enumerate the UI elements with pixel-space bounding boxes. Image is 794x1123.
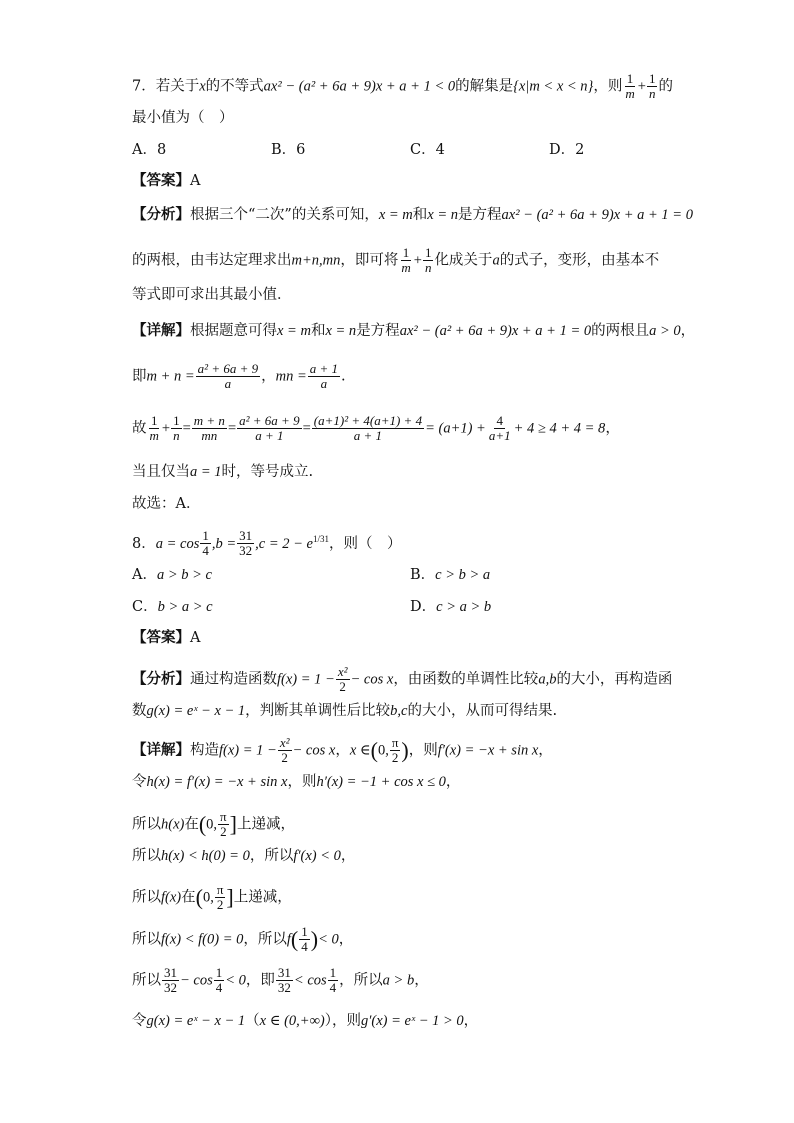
q7-detail-line2 bbox=[132, 362, 346, 391]
text: 数 bbox=[132, 703, 147, 719]
frac-den: 4 bbox=[301, 939, 308, 954]
frac-den: 2 bbox=[391, 750, 399, 765]
frac-num: x² bbox=[337, 664, 348, 679]
frac-x2-2 bbox=[336, 665, 350, 694]
q8-analysis-line2 bbox=[132, 701, 557, 721]
q7-number: 7．若关于 bbox=[132, 78, 200, 95]
math: < cos bbox=[293, 972, 327, 989]
q7-option-c[interactable]: C．4 bbox=[410, 142, 445, 158]
math: g′(x) = eˣ − 1 > 0 bbox=[361, 1013, 464, 1029]
math: h′(x) = −1 + cos x ≤ 0 bbox=[316, 774, 446, 790]
frac-den: n bbox=[424, 260, 432, 275]
text: ，所以 bbox=[249, 848, 294, 864]
text: 是方程 bbox=[458, 207, 502, 223]
text: ， bbox=[338, 931, 354, 948]
frac-den: 2 bbox=[220, 824, 227, 839]
text: ， bbox=[335, 742, 350, 759]
q8-detail-line7 bbox=[132, 966, 429, 995]
frac bbox=[148, 414, 161, 443]
text: ，所以 bbox=[243, 931, 287, 948]
frac-num: a² + 6a + 9 bbox=[197, 361, 259, 376]
q7-text4: 的 bbox=[658, 78, 673, 95]
math: h(x) bbox=[161, 816, 185, 833]
math: a > b bbox=[382, 972, 415, 989]
answer-value: A bbox=[190, 630, 201, 646]
option-label: C． bbox=[132, 599, 158, 615]
q8-option-a[interactable] bbox=[132, 565, 212, 585]
math: = (a+1) + bbox=[425, 420, 486, 437]
frac-num: 1 bbox=[626, 71, 634, 86]
text: ， bbox=[340, 848, 356, 864]
frac-pi-2 bbox=[215, 883, 226, 912]
answer-tag: 【答案】 bbox=[132, 629, 190, 646]
q8-stem bbox=[132, 529, 402, 558]
text: ， bbox=[605, 420, 620, 437]
frac-num: 1 bbox=[301, 924, 308, 939]
math: a > 0 bbox=[649, 323, 681, 339]
text: 是方程 bbox=[356, 323, 400, 339]
frac-den: n bbox=[173, 428, 180, 443]
math: g(x) = eˣ − x − 1 bbox=[146, 1013, 246, 1029]
math: ,c = 2 − e bbox=[255, 535, 313, 552]
frac-den: 4 bbox=[329, 980, 337, 995]
frac-den: 32 bbox=[164, 980, 177, 995]
q8-detail-line6: 所以f(x) < f(0) = 0，所以f( $\frac{1}{4}$ )< 0， bbox=[132, 924, 354, 954]
math: f′(x) = −x + sin x bbox=[437, 742, 539, 759]
q7-text3: ，则 bbox=[593, 78, 623, 95]
text: ，则 bbox=[287, 774, 317, 790]
math: x = n bbox=[427, 207, 459, 223]
frac-den: a + 1 bbox=[353, 428, 383, 443]
frac-den: 2 bbox=[216, 897, 224, 912]
analysis-tag: 【分析】 bbox=[132, 670, 190, 688]
answer-value: A bbox=[190, 173, 201, 189]
frac-den: a bbox=[224, 376, 232, 391]
frac-num: m + n bbox=[193, 413, 225, 428]
frac-1-4 bbox=[328, 966, 339, 995]
frac-den: 2 bbox=[339, 679, 346, 694]
q7-var-x: x bbox=[199, 78, 206, 95]
frac-pi-2 bbox=[390, 736, 401, 765]
text: ，由函数的单调性比较 bbox=[393, 671, 539, 688]
q7-text2: 的解集是 bbox=[455, 78, 514, 95]
frac-1-n bbox=[423, 246, 434, 275]
frac-1-4 bbox=[214, 966, 225, 995]
text: 上递减， bbox=[233, 889, 292, 906]
q7-frac-1-n bbox=[647, 72, 658, 101]
q8-analysis-line1 bbox=[132, 665, 672, 694]
text: 和 bbox=[310, 323, 326, 339]
frac bbox=[312, 414, 424, 443]
math: f′(x) < 0 bbox=[293, 848, 341, 864]
q7-detail-line4 bbox=[132, 462, 313, 482]
q8-detail-line1: 【详解】构造f(x) = 1 − $\frac{\text{x²}}{2}$ − cos x，x ∈(0, $\frac{\pi}{2}$ )，则f′(x) = −x + sin x， bbox=[132, 735, 553, 765]
math: ax² − (a² + 6a + 9)x + a + 1 = 0 bbox=[399, 323, 592, 339]
interval-left: 0 bbox=[377, 742, 386, 759]
text: ， bbox=[463, 1013, 479, 1029]
q7-solution-set: {x|m < x < n} bbox=[513, 78, 594, 95]
exp-den: 31 bbox=[320, 534, 329, 544]
frac-num: x² bbox=[279, 735, 290, 750]
frac-den: m bbox=[401, 260, 411, 275]
math: < 0 bbox=[225, 972, 246, 989]
frac-den: mn bbox=[201, 428, 218, 443]
text: 在 bbox=[184, 816, 199, 833]
text: 时，等号成立. bbox=[221, 464, 314, 480]
math: f bbox=[286, 931, 291, 948]
frac-num: 1 bbox=[150, 413, 158, 428]
q8-option-c[interactable] bbox=[132, 597, 213, 617]
q7-option-b[interactable]: B．6 bbox=[271, 142, 306, 158]
frac-num: a + 1 bbox=[309, 361, 339, 376]
q7-detail-line1 bbox=[132, 321, 695, 341]
q8-detail-line2 bbox=[132, 772, 460, 792]
math: f(x) = 1 − bbox=[219, 742, 277, 759]
math: a = 1 bbox=[190, 464, 222, 480]
q8-option-b[interactable] bbox=[410, 565, 490, 585]
text: ，即 bbox=[245, 972, 275, 989]
interval-left: 0 bbox=[206, 816, 214, 833]
text: 所以 bbox=[132, 972, 161, 989]
analysis-tag: 【分析】 bbox=[132, 206, 190, 223]
math: f(x) bbox=[161, 889, 182, 906]
option-label: A． bbox=[132, 567, 157, 583]
q8-detail-line5: 所以f(x)在(0, $\frac{\pi}{2}$ ]上递减， bbox=[132, 882, 292, 912]
math: h(x) < h(0) = 0 bbox=[161, 848, 250, 864]
text: 故 bbox=[132, 420, 147, 437]
q7-analysis-line1 bbox=[132, 205, 693, 225]
math: mn = bbox=[275, 368, 307, 385]
exponent: 1/31 bbox=[312, 534, 329, 544]
frac-den: 32 bbox=[277, 980, 291, 995]
math: a,b bbox=[538, 671, 557, 688]
text: （ bbox=[245, 1013, 260, 1029]
frac-num: 31 bbox=[277, 965, 291, 980]
frac-num: 1 bbox=[173, 413, 180, 428]
frac-1-4 bbox=[200, 529, 211, 558]
q8-detail-line4 bbox=[132, 846, 355, 866]
q7-stem-line1: 7．若关于x的不等式ax² − (a² + 6a + 9)x + a + 1 < 0的解集是{x|m < x < n}，则 $\frac{1}{m}$ + $\frac{1}{n}$ 的 bbox=[132, 71, 673, 101]
interval-left: 0 bbox=[202, 889, 211, 906]
option-label: B． bbox=[410, 567, 436, 583]
text: ， bbox=[680, 323, 696, 339]
math: m+n,mn bbox=[291, 252, 341, 269]
frac-num: (a+1)² + 4(a+1) + 4 bbox=[313, 413, 423, 428]
text: ， bbox=[261, 368, 276, 385]
frac-den: 32 bbox=[239, 543, 253, 559]
frac-31-32 bbox=[276, 966, 293, 995]
math: − cos bbox=[180, 972, 213, 989]
math: a = cos bbox=[155, 535, 200, 552]
math: x ∈ bbox=[349, 742, 371, 759]
math: − cos x bbox=[350, 671, 394, 688]
math: − cos x bbox=[292, 742, 336, 759]
frac-num: a² + 6a + 9 bbox=[239, 413, 300, 428]
frac-num: π bbox=[220, 809, 227, 824]
math: x = m bbox=[277, 323, 311, 339]
q7-analysis-line2: 的两根，由韦达定理求出m+n,mn，即可将 $\frac{1}{m}$ + $\frac{1}{n}$ 化成关于a的式子，变形，由基本不 bbox=[132, 245, 660, 275]
q7-stem-line2: 最小值为（ ） bbox=[132, 110, 234, 126]
frac-num: 1 bbox=[402, 245, 410, 260]
frac-num: 1 bbox=[648, 71, 656, 86]
text: 的大小，从而可得结果. bbox=[407, 703, 558, 719]
q7-option-d[interactable]: D．2 bbox=[549, 142, 585, 158]
q8-option-d[interactable] bbox=[410, 597, 491, 617]
text: ，则（ ） bbox=[329, 535, 402, 552]
text: 的式子，变形，由基本不 bbox=[499, 252, 660, 269]
q7-answer bbox=[132, 171, 200, 191]
math: a bbox=[492, 252, 500, 269]
text: ，所以 bbox=[339, 972, 383, 989]
q8-detail-line8 bbox=[132, 1011, 478, 1031]
detail-tag: 【详解】 bbox=[132, 741, 190, 759]
math: f(x) = 1 − bbox=[277, 671, 335, 688]
option-expr: a > b > c bbox=[156, 567, 212, 583]
math: < 0 bbox=[318, 931, 339, 948]
text: 和 bbox=[412, 207, 428, 223]
frac-den: a + 1 bbox=[255, 428, 284, 443]
q7-analysis-line3: 等式即可求出其最小值． bbox=[132, 287, 292, 303]
frac-num: 1 bbox=[329, 965, 337, 980]
math: x = m bbox=[378, 207, 413, 223]
frac-pi-2 bbox=[218, 810, 229, 839]
frac-den: 4 bbox=[215, 980, 223, 995]
frac-31-32 bbox=[237, 529, 254, 558]
q7-option-a[interactable]: A．8 bbox=[132, 142, 167, 158]
frac-den: a+1 bbox=[488, 428, 511, 443]
text: 构造 bbox=[190, 742, 219, 759]
frac-num: 31 bbox=[164, 965, 177, 980]
q8-number: 8． bbox=[132, 535, 156, 552]
frac-vieta-sum bbox=[196, 362, 260, 391]
frac-den: a bbox=[320, 376, 328, 391]
frac-den: 4 bbox=[202, 543, 209, 559]
text: 所以 bbox=[132, 848, 161, 864]
text: 根据题意可得 bbox=[190, 323, 277, 339]
answer-tag: 【答案】 bbox=[132, 172, 190, 189]
text: 上递减， bbox=[236, 816, 295, 833]
text: 根据三个“二次”的关系可知， bbox=[190, 207, 379, 223]
text: . bbox=[341, 368, 346, 385]
frac-den: m bbox=[625, 86, 635, 101]
text: ，即可将 bbox=[340, 252, 399, 269]
q7-detail-line3: 故 $\frac{1}{m}$ + $\frac{1}{n}$ = $\frac{m + n}{mn}$ = $\frac{\text{a² + 6a + 9}}{a + 1}$ = $\frac{\text{(a+1)² + 4(a+1) + 4}}{a + 1}$ = (a+1) + $\frac{4}{a+1}$ + 4 ≥ 4 + 4 = 8， bbox=[132, 413, 620, 443]
frac-den: n bbox=[648, 86, 656, 101]
frac bbox=[237, 414, 301, 443]
text: 即 bbox=[132, 368, 147, 385]
text: 在 bbox=[181, 889, 196, 906]
math: ax² − (a² + 6a + 9)x + a + 1 = 0 bbox=[501, 207, 693, 223]
text: 所以 bbox=[132, 889, 161, 906]
text: ， bbox=[414, 972, 429, 989]
math: + 4 ≥ 4 + 4 = 8 bbox=[513, 420, 606, 437]
frac-num: 1 bbox=[202, 528, 209, 544]
frac bbox=[171, 414, 182, 443]
q8-detail-line3: 所以h(x)在(0, $\frac{\pi}{2}$ ]上递减， bbox=[132, 809, 295, 839]
option-expr: c > a > b bbox=[436, 599, 492, 615]
text: ），则 bbox=[324, 1013, 361, 1029]
frac bbox=[192, 414, 227, 443]
text: ，则 bbox=[408, 742, 438, 759]
math: x = n bbox=[325, 323, 357, 339]
frac-1-m bbox=[399, 246, 412, 275]
q7-text: 的不等式 bbox=[205, 78, 264, 95]
frac-num: 1 bbox=[215, 965, 223, 980]
text: ，判断其单调性后比较 bbox=[245, 703, 391, 719]
option-expr: c > b > a bbox=[435, 567, 491, 583]
text: 所以 bbox=[132, 816, 161, 833]
frac-vieta-product bbox=[308, 362, 340, 391]
text: 令 bbox=[132, 774, 147, 790]
text: 的两根，由韦达定理求出 bbox=[132, 252, 292, 269]
frac-num: π bbox=[391, 735, 399, 750]
exp-num: 1 bbox=[312, 534, 318, 544]
q8-answer bbox=[132, 628, 200, 648]
frac-num: 4 bbox=[496, 413, 503, 428]
frac-den: 2 bbox=[281, 750, 288, 765]
frac-den: m bbox=[149, 428, 159, 443]
text: 的两根且 bbox=[591, 323, 650, 339]
text: ， bbox=[538, 742, 553, 759]
text: 的大小，再构造函 bbox=[556, 671, 673, 688]
math: h(x) = f′(x) = −x + sin x bbox=[146, 774, 288, 790]
math: ,b = bbox=[211, 535, 237, 552]
math: b,c bbox=[390, 703, 408, 719]
option-label: D． bbox=[410, 599, 437, 615]
frac-x2-2 bbox=[278, 736, 292, 765]
frac-num: 31 bbox=[239, 528, 253, 544]
math: f(x) < f(0) = 0 bbox=[161, 931, 244, 948]
q7-conclusion: 故选：A． bbox=[132, 496, 201, 512]
text: 所以 bbox=[132, 931, 161, 948]
math: m + n = bbox=[146, 368, 195, 385]
math: g(x) = eˣ − x − 1 bbox=[146, 703, 246, 719]
frac bbox=[487, 414, 513, 443]
option-expr: b > a > c bbox=[157, 599, 213, 615]
text: 当且仅当 bbox=[132, 464, 190, 480]
text: 通过构造函数 bbox=[190, 671, 277, 688]
detail-tag: 【详解】 bbox=[132, 322, 190, 339]
text: 化成关于 bbox=[434, 252, 493, 269]
text: ， bbox=[445, 774, 461, 790]
text: 令 bbox=[132, 1013, 147, 1029]
q7-frac-1-m bbox=[623, 72, 636, 101]
frac-num: 1 bbox=[424, 245, 432, 260]
frac-num: π bbox=[216, 882, 224, 897]
q7-inequality: ax² − (a² + 6a + 9)x + a + 1 < 0 bbox=[263, 78, 456, 95]
math: x ∈ (0,+∞) bbox=[259, 1013, 325, 1029]
frac-1-4 bbox=[299, 925, 310, 954]
frac-31-32 bbox=[162, 966, 179, 995]
